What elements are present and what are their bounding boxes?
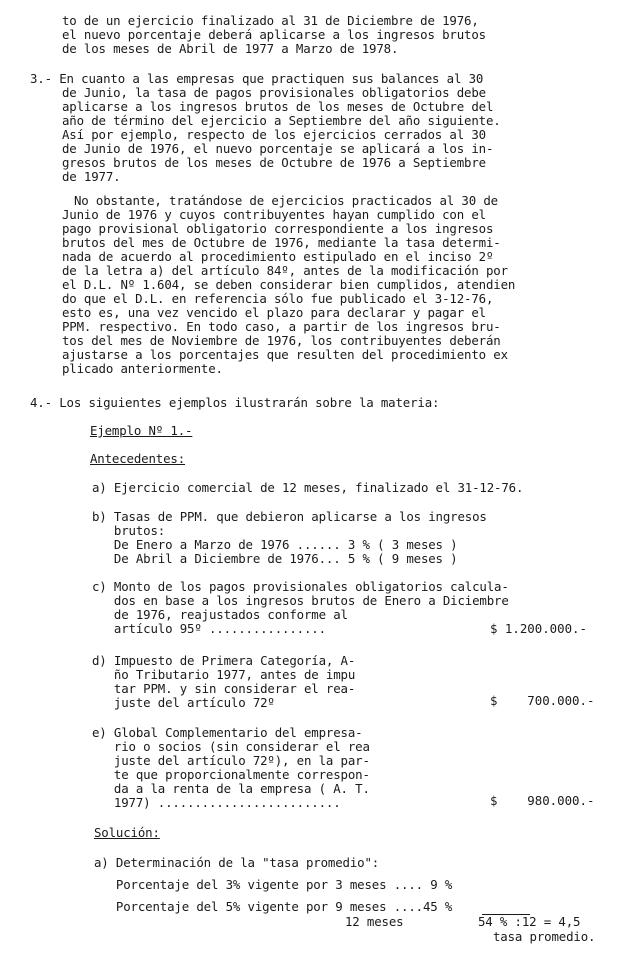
item-d-line-4: juste del artículo 72º bbox=[92, 695, 275, 710]
item-e-line-2: rio o socios (sin considerar el rea bbox=[92, 739, 370, 754]
item-b-line-1: b) Tasas de PPM. que debieron aplicarse a los ingresos bbox=[92, 509, 487, 524]
item-d-line-1: d) Impuesto de Primera Categoría, A- bbox=[92, 653, 356, 668]
item-e-line-4: te que proporcionalmente correspon- bbox=[92, 767, 370, 782]
intro-line-2: el nuevo porcentaje deberá aplicarse a los ingresos brutos bbox=[62, 27, 486, 42]
solucion-heading: Solución: bbox=[94, 825, 160, 840]
item-b-line-2: brutos: bbox=[92, 523, 166, 538]
section-3-line-4: año de término del ejercicio a Septiembre del año siguiente. bbox=[62, 113, 501, 128]
section-3b-line-4: brutos del mes de Octubre de 1976, mediante la tasa determi- bbox=[62, 235, 501, 250]
item-a: a) Ejercicio comercial de 12 meses, finalizado el 31-12-76. bbox=[92, 480, 524, 495]
section-3-line-7: gresos brutos de los meses de Octubre de 1976 a Septiembre bbox=[62, 155, 486, 170]
item-c-line-2: dos en base a los ingresos brutos de Enero a Diciembre bbox=[92, 593, 509, 608]
antecedentes-heading: Antecedentes: bbox=[90, 451, 186, 466]
item-d-line-2: ño Tributario 1977, antes de impu bbox=[92, 667, 356, 682]
section-3b-line-8: do que el D.L. en referencia sólo fue publicado el 3-12-76, bbox=[62, 291, 494, 306]
solution-a: a) Determinación de la "tasa promedio": bbox=[94, 855, 380, 870]
intro-line-1: to de un ejercicio finalizado al 31 de Diciembre de 1976, bbox=[62, 13, 479, 28]
item-b-line-3: De Enero a Marzo de 1976 ...... 3 % ( 3 meses ) bbox=[92, 537, 458, 552]
item-e-amount: $ 980.000.- bbox=[490, 793, 595, 808]
solution-months: 12 meses bbox=[345, 914, 404, 929]
section-3-line-3: aplicarse a los ingresos brutos de los meses de Octubre del bbox=[62, 99, 494, 114]
section-3-line-5: Así por ejemplo, respecto de los ejercicios cerrados al 30 bbox=[62, 127, 486, 142]
section-3b-line-10: PPM. respectivo. En todo caso, a partir de los ingresos bru- bbox=[62, 319, 501, 334]
item-c-line-4: artículo 95º ................ bbox=[92, 621, 326, 636]
section-3-line-8: de 1977. bbox=[62, 169, 121, 184]
item-b-line-4: De Abril a Diciembre de 1976... 5 % ( 9 meses ) bbox=[92, 551, 458, 566]
section-4-heading: 4.- Los siguientes ejemplos ilustrarán sobre la materia: bbox=[30, 395, 440, 410]
item-e-line-3: juste del artículo 72º), en la par- bbox=[92, 753, 370, 768]
intro-line-3: de los meses de Abril de 1977 a Marzo de 1978. bbox=[62, 41, 399, 56]
section-3b-line-11: tos del mes de Noviembre de 1976, los contribuyentes deberán bbox=[62, 333, 501, 348]
solution-tasa-label: tasa promedio. bbox=[493, 929, 596, 944]
item-d-line-3: tar PPM. y sin considerar el rea- bbox=[92, 681, 356, 696]
section-3b-line-5: nada de acuerdo al procedimiento estipulado en el inciso 2º bbox=[62, 249, 494, 264]
section-3b-line-1: No obstante, tratándose de ejercicios practicados al 30 de bbox=[74, 193, 498, 208]
solution-result: 54 % :12 = 4,5 bbox=[478, 914, 581, 929]
section-3-line-2: de Junio, la tasa de pagos provisionales obligatorios debe bbox=[62, 85, 486, 100]
section-3b-line-2: Junio de 1976 y cuyos contribuyentes hayan cumplido con el bbox=[62, 207, 486, 222]
item-e-line-6: 1977) ......................... bbox=[92, 795, 341, 810]
section-3-line-1: 3.- En cuanto a las empresas que practiquen sus balances al 30 bbox=[30, 71, 484, 86]
section-3b-line-7: el D.L. Nº 1.604, se deben considerar bien cumplidos, atendien bbox=[62, 277, 516, 292]
item-e-line-5: da a la renta de la empresa ( A. T. bbox=[92, 781, 370, 796]
solution-row-1: Porcentaje del 3% vigente por 3 meses .... 9 % bbox=[94, 877, 453, 892]
section-3-line-6: de Junio de 1976, el nuevo porcentaje se aplicará a los in- bbox=[62, 141, 494, 156]
example-title: Ejemplo Nº 1.- bbox=[90, 423, 193, 438]
section-3b-line-12: ajustarse a los porcentajes que resulten del procedimiento ex bbox=[62, 347, 508, 362]
item-c-line-3: de 1976, reajustados conforme al bbox=[92, 607, 348, 622]
section-3b-line-13: plicado anteriormente. bbox=[62, 361, 223, 376]
section-3b-line-6: de la letra a) del artículo 84º, antes de la modificación por bbox=[62, 263, 508, 278]
item-c-line-1: c) Monto de los pagos provisionales obligatorios calcula- bbox=[92, 579, 509, 594]
solution-row-2: Porcentaje del 5% vigente por 9 meses ....45 % bbox=[94, 899, 453, 914]
item-e-line-1: e) Global Complementario del empresa- bbox=[92, 725, 363, 740]
section-3b-line-3: pago provisional obligatorio correspondiente a los ingresos bbox=[62, 221, 494, 236]
section-3b-line-9: esto es, una vez vencido el plazo para declarar y pagar el bbox=[62, 305, 486, 320]
item-d-amount: $ 700.000.- bbox=[490, 693, 595, 708]
item-c-amount: $ 1.200.000.- bbox=[490, 621, 587, 636]
